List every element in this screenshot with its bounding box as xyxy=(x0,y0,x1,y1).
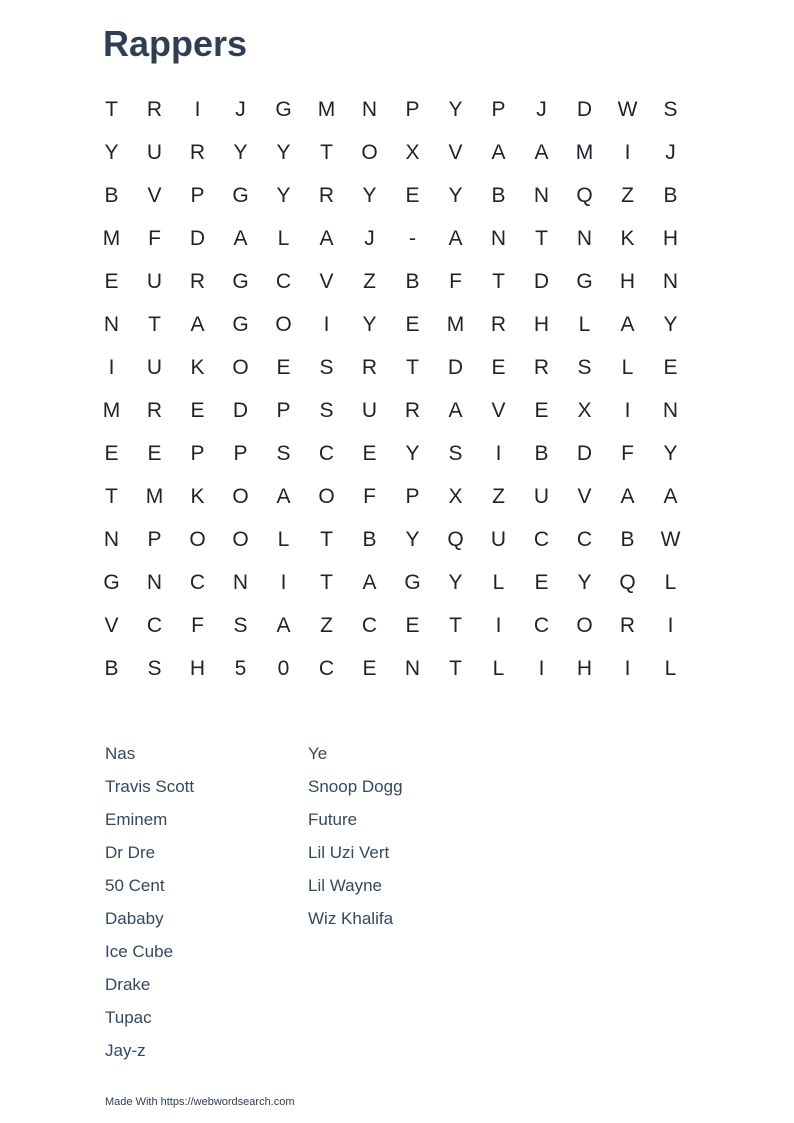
grid-cell: Z xyxy=(363,269,376,293)
grid-cell: D xyxy=(576,441,593,465)
grid-cell: J xyxy=(536,97,547,121)
grid-cell: L xyxy=(664,570,677,594)
grid-cell: T xyxy=(449,613,462,637)
grid-cell: C xyxy=(361,613,378,637)
grid-cell: X xyxy=(577,398,592,422)
grid-cell: P xyxy=(147,527,162,551)
grid-cell: N xyxy=(662,398,679,422)
grid-cell: D xyxy=(189,226,206,250)
grid-cell: E xyxy=(104,441,119,465)
grid-cell: H xyxy=(189,656,206,680)
grid-cell: U xyxy=(533,484,550,508)
grid-cell: N xyxy=(146,570,163,594)
grid-cell: L xyxy=(492,656,505,680)
grid-cell: D xyxy=(576,97,593,121)
grid-cell: O xyxy=(361,140,378,164)
word-list-item: Lil Uzi Vert xyxy=(308,843,390,862)
grid-cell: C xyxy=(318,656,335,680)
grid-cell: V xyxy=(577,484,592,508)
grid-cell: K xyxy=(620,226,635,250)
grid-cell: T xyxy=(105,484,118,508)
grid-cell: Y xyxy=(405,441,420,465)
grid-cell: R xyxy=(490,312,507,336)
word-list-item: Eminem xyxy=(105,810,168,829)
grid-cell: G xyxy=(404,570,421,594)
grid-cell: J xyxy=(235,97,246,121)
grid-cell: X xyxy=(405,140,420,164)
grid-cell: Y xyxy=(663,312,678,336)
grid-cell: T xyxy=(148,312,161,336)
grid-cell: - xyxy=(409,226,416,250)
grid-cell: J xyxy=(665,140,676,164)
grid-cell: D xyxy=(533,269,550,293)
grid-cell: R xyxy=(189,269,206,293)
word-list-column-2 xyxy=(308,737,511,1067)
grid-cell: P xyxy=(233,441,248,465)
grid-cell: W xyxy=(660,527,681,551)
grid-cell: A xyxy=(663,484,678,508)
grid-cell: S xyxy=(319,398,334,422)
grid-cell: S xyxy=(577,355,592,379)
grid-cell: B xyxy=(362,527,377,551)
grid-cell: Y xyxy=(362,312,377,336)
grid-cell: A xyxy=(491,140,506,164)
grid-cell: L xyxy=(578,312,591,336)
grid-cell: Y xyxy=(448,570,463,594)
grid-cell: M xyxy=(102,398,121,422)
grid-cell: B xyxy=(534,441,549,465)
grid-cell: S xyxy=(663,97,678,121)
grid-cell: J xyxy=(364,226,375,250)
grid-cell: Z xyxy=(621,183,634,207)
grid-cell: Y xyxy=(448,183,463,207)
grid-cell: N xyxy=(404,656,421,680)
grid-cell: Y xyxy=(362,183,377,207)
word-list-item: Dababy xyxy=(105,909,164,928)
grid-cell: K xyxy=(190,355,205,379)
word-list-item: Lil Wayne xyxy=(308,876,383,895)
grid-cell: L xyxy=(621,355,634,379)
grid-cell: E xyxy=(190,398,205,422)
grid-cell: C xyxy=(146,613,163,637)
grid-cell: E xyxy=(362,656,377,680)
grid-cell: O xyxy=(232,527,249,551)
grid-cell: A xyxy=(276,613,291,637)
grid-cell: N xyxy=(490,226,507,250)
grid-cell: A xyxy=(620,484,635,508)
grid-cell: M xyxy=(317,97,336,121)
grid-cell: T xyxy=(449,656,462,680)
grid-cell: V xyxy=(491,398,506,422)
grid-cell: I xyxy=(538,656,545,680)
grid-cell: S xyxy=(233,613,248,637)
grid-cell: B xyxy=(663,183,678,207)
grid-cell: X xyxy=(448,484,463,508)
grid-cell: P xyxy=(491,97,506,121)
grid-cell: Y xyxy=(663,441,678,465)
grid-cell: G xyxy=(275,97,292,121)
word-list-column-1 xyxy=(105,737,308,1067)
grid-cell: I xyxy=(194,97,201,121)
grid-cell: F xyxy=(148,226,161,250)
grid-cell: C xyxy=(318,441,335,465)
grid-cell: S xyxy=(448,441,463,465)
grid-cell: I xyxy=(323,312,330,336)
grid-cell: L xyxy=(492,570,505,594)
grid-cell: O xyxy=(576,613,593,637)
grid-cell: T xyxy=(535,226,548,250)
word-list-item: Tupac xyxy=(105,1008,152,1027)
word-list-item: Ye xyxy=(308,744,328,763)
grid-cell: E xyxy=(104,269,119,293)
grid-cell: E xyxy=(405,613,420,637)
grid-cell: N xyxy=(662,269,679,293)
word-list-item: Travis Scott xyxy=(105,777,195,796)
grid-cell: B xyxy=(104,656,119,680)
grid-cell: E xyxy=(147,441,162,465)
grid-cell: A xyxy=(276,484,291,508)
grid-cell: Q xyxy=(576,183,593,207)
grid-cell: V xyxy=(319,269,334,293)
word-list-item: Wiz Khalifa xyxy=(308,909,394,928)
grid-cell: E xyxy=(534,398,549,422)
grid-cell: O xyxy=(232,355,249,379)
grid-cell: R xyxy=(619,613,636,637)
grid-cell: I xyxy=(667,613,674,637)
grid-cell: T xyxy=(105,97,118,121)
grid-cell: A xyxy=(319,226,334,250)
grid-cell: G xyxy=(232,183,249,207)
grid-cell: P xyxy=(190,441,205,465)
grid-cell: I xyxy=(495,441,502,465)
word-list xyxy=(105,737,511,1067)
grid-cell: A xyxy=(362,570,377,594)
grid-cell: R xyxy=(189,140,206,164)
grid-cell: C xyxy=(189,570,206,594)
grid-cell: P xyxy=(276,398,291,422)
grid-cell: Q xyxy=(447,527,464,551)
grid-cell: L xyxy=(277,226,290,250)
grid-cell: Z xyxy=(320,613,333,637)
grid-cell: U xyxy=(361,398,378,422)
grid-cell: F xyxy=(191,613,204,637)
grid-cell: P xyxy=(190,183,205,207)
grid-cell: Y xyxy=(276,183,291,207)
grid-cell: G xyxy=(232,312,249,336)
grid-cell: L xyxy=(277,527,290,551)
grid-cell: I xyxy=(624,398,631,422)
grid-cell: H xyxy=(576,656,593,680)
grid-cell: U xyxy=(490,527,507,551)
grid-cell: Y xyxy=(577,570,592,594)
grid-cell: Y xyxy=(448,97,463,121)
grid-cell: E xyxy=(405,183,420,207)
grid-cell: B xyxy=(405,269,420,293)
grid-cell: S xyxy=(319,355,334,379)
grid-cell: O xyxy=(232,484,249,508)
grid-cell: V xyxy=(147,183,162,207)
grid-cell: Q xyxy=(619,570,636,594)
grid-cell: T xyxy=(492,269,505,293)
grid-cell: M xyxy=(575,140,594,164)
grid-cell: W xyxy=(617,97,638,121)
grid-cell: I xyxy=(280,570,287,594)
grid-cell: B xyxy=(620,527,635,551)
grid-cell: H xyxy=(619,269,636,293)
grid-cell: T xyxy=(406,355,419,379)
grid-cell: N xyxy=(232,570,249,594)
grid-cell: V xyxy=(104,613,119,637)
grid-cell: V xyxy=(448,140,463,164)
grid-cell: U xyxy=(146,355,163,379)
grid-cell: Z xyxy=(492,484,505,508)
grid-cell: M xyxy=(102,226,121,250)
grid-cell: E xyxy=(362,441,377,465)
grid-cell: A xyxy=(190,312,205,336)
grid-cell: G xyxy=(232,269,249,293)
grid-cell: U xyxy=(146,140,163,164)
grid-cell: E xyxy=(534,570,549,594)
grid-cell: N xyxy=(361,97,378,121)
grid-cell: S xyxy=(276,441,291,465)
word-list-item: Jay-z xyxy=(105,1041,146,1060)
grid-cell: N xyxy=(103,312,120,336)
grid-cell: T xyxy=(320,527,333,551)
word-list-item: Dr Dre xyxy=(105,843,156,862)
word-list-item: Ice Cube xyxy=(105,942,174,961)
grid-cell: D xyxy=(447,355,464,379)
grid-cell: B xyxy=(491,183,506,207)
grid-cell: N xyxy=(576,226,593,250)
grid-cell: D xyxy=(232,398,249,422)
grid-cell: I xyxy=(108,355,115,379)
grid-cell: A xyxy=(534,140,549,164)
grid-cell: H xyxy=(662,226,679,250)
grid-cell: O xyxy=(318,484,335,508)
grid-cell: Y xyxy=(405,527,420,551)
grid-cell: F xyxy=(449,269,462,293)
grid-cell: R xyxy=(146,97,163,121)
grid-cell: E xyxy=(405,312,420,336)
grid-cell: E xyxy=(276,355,291,379)
grid-cell: I xyxy=(624,140,631,164)
grid-cell: P xyxy=(405,484,420,508)
page-title: Rappers xyxy=(103,23,248,64)
grid-cell: E xyxy=(491,355,506,379)
grid-cell: R xyxy=(533,355,550,379)
grid-cell: S xyxy=(147,656,162,680)
grid-cell: G xyxy=(576,269,593,293)
grid-cell: T xyxy=(320,140,333,164)
grid-cell: E xyxy=(663,355,678,379)
grid-cell: I xyxy=(495,613,502,637)
grid-cell: R xyxy=(404,398,421,422)
grid-cell: N xyxy=(103,527,120,551)
grid-cell: C xyxy=(576,527,593,551)
grid-cell: Y xyxy=(104,140,119,164)
grid-cell: A xyxy=(448,398,463,422)
grid-cell: O xyxy=(189,527,206,551)
word-list-item: 50 Cent xyxy=(105,876,165,895)
grid-cell: P xyxy=(405,97,420,121)
grid-cell: Y xyxy=(276,140,291,164)
grid-cell: R xyxy=(146,398,163,422)
grid-cell: C xyxy=(275,269,292,293)
letter-grid xyxy=(90,88,692,690)
grid-cell: 0 xyxy=(277,656,290,680)
word-list-item: Snoop Dogg xyxy=(308,777,403,796)
grid-cell: A xyxy=(448,226,463,250)
grid-cell: O xyxy=(275,312,292,336)
grid-cell: R xyxy=(361,355,378,379)
grid-cell: B xyxy=(104,183,119,207)
grid-cell: C xyxy=(533,613,550,637)
word-list-item: Nas xyxy=(105,744,136,763)
grid-cell: T xyxy=(320,570,333,594)
grid-cell: A xyxy=(620,312,635,336)
grid-cell: C xyxy=(533,527,550,551)
grid-cell: R xyxy=(318,183,335,207)
grid-cell: A xyxy=(233,226,248,250)
grid-cell: H xyxy=(533,312,550,336)
grid-cell: G xyxy=(103,570,120,594)
grid-cell: F xyxy=(621,441,634,465)
grid-cell: M xyxy=(446,312,465,336)
grid-cell: 5 xyxy=(234,656,247,680)
grid-cell: Y xyxy=(233,140,248,164)
grid-cell: F xyxy=(363,484,376,508)
grid-cell: I xyxy=(624,656,631,680)
footer-credit: Made With https://webwordsearch.com xyxy=(105,1096,295,1108)
grid-cell: U xyxy=(146,269,163,293)
grid-cell: M xyxy=(145,484,164,508)
word-list-item: Future xyxy=(308,810,358,829)
grid-cell: K xyxy=(190,484,205,508)
word-list-item: Drake xyxy=(105,975,151,994)
grid-cell: N xyxy=(533,183,550,207)
grid-cell: L xyxy=(664,656,677,680)
